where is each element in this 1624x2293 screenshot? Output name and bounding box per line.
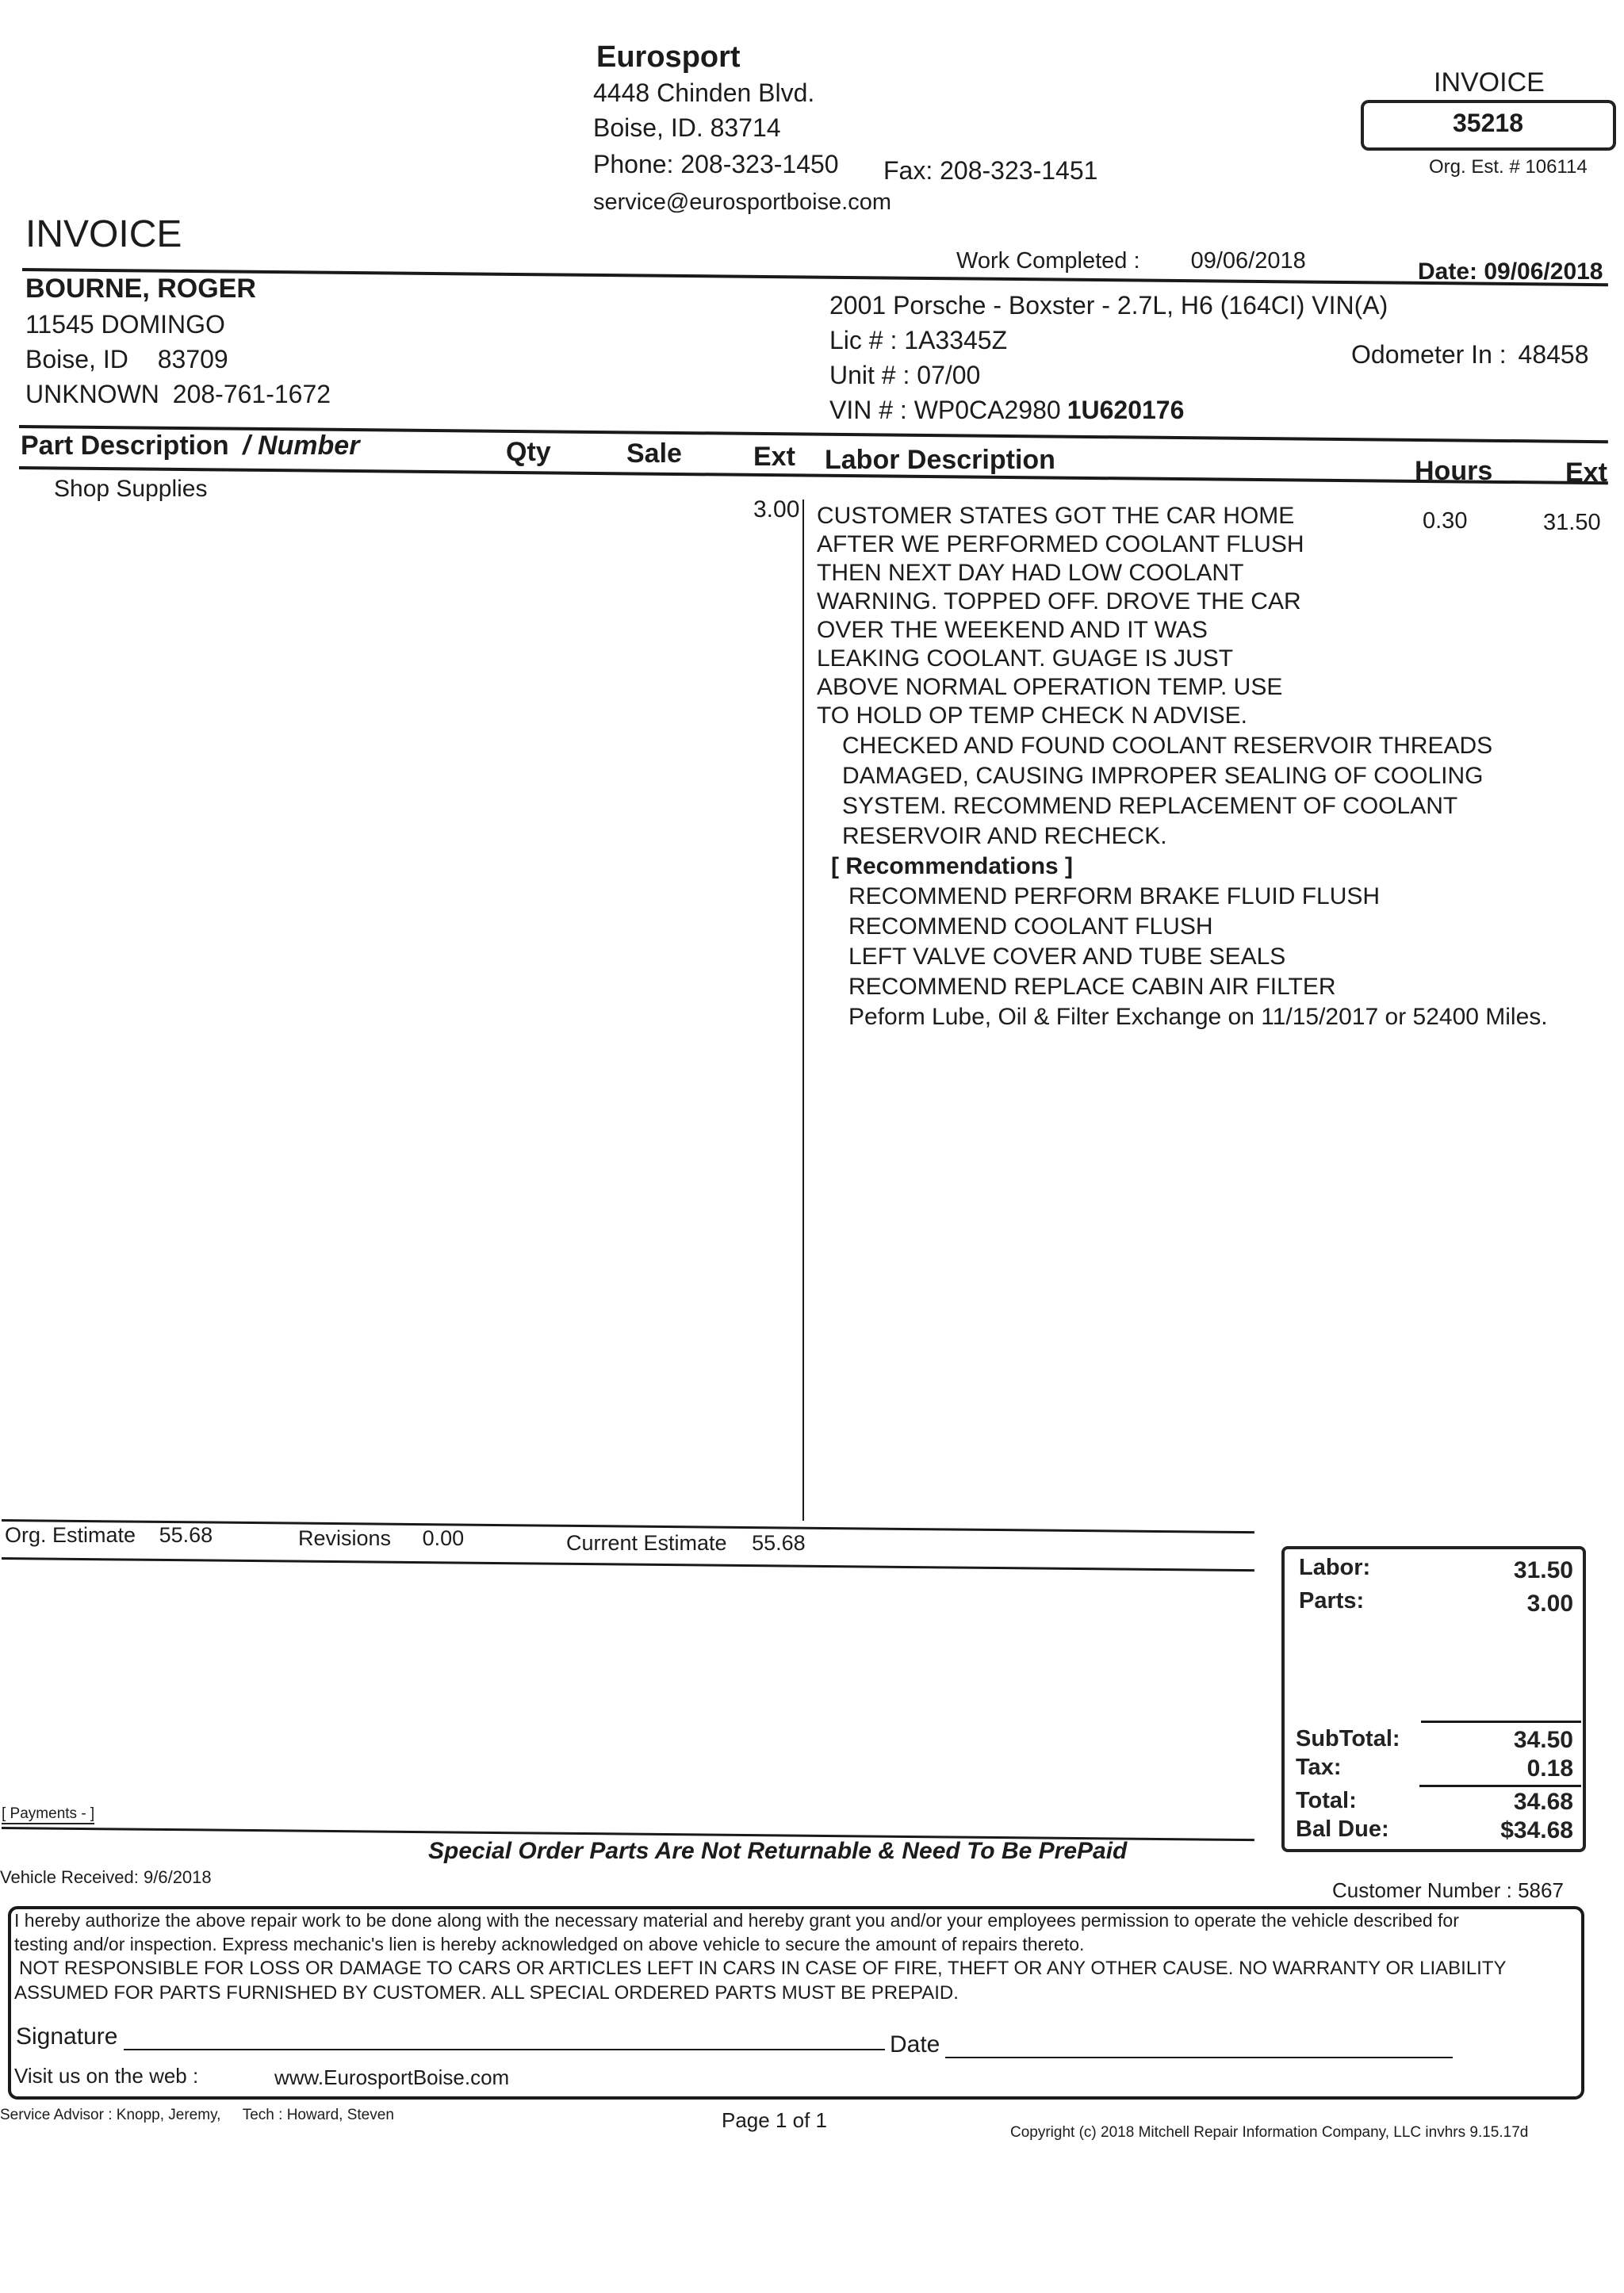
tech-label: Tech :	[242, 2107, 283, 2123]
vehicle-vin	[829, 396, 1184, 424]
current-estimate-value: 55.68	[752, 1531, 806, 1555]
license-number: 1A3345Z	[904, 326, 1008, 354]
vin-suffix: 1U620176	[1067, 396, 1185, 424]
invoice-date: Date: 09/06/2018	[1418, 258, 1603, 285]
web-url[interactable]: www.EurosportBoise.com	[274, 2065, 510, 2089]
signature-line[interactable]	[124, 2049, 885, 2050]
labor-total-label: Labor:	[1299, 1555, 1371, 1580]
parts-total-value: 3.00	[1526, 1591, 1573, 1617]
recommendation-item: RECOMMEND REPLACE CABIN AIR FILTER	[848, 974, 1336, 1000]
balance-due-value: $34.68	[1500, 1817, 1573, 1843]
fax-label: Fax:	[883, 156, 933, 185]
odometer	[1351, 341, 1589, 369]
work-completed	[956, 249, 1306, 274]
labor-description-header: Labor Description	[825, 445, 1055, 475]
total-value: 34.68	[1513, 1789, 1573, 1815]
license-label: Lic # :	[829, 326, 898, 354]
total-rule	[1419, 1785, 1581, 1787]
finding-line: CHECKED AND FOUND COOLANT RESERVOIR THREADS	[842, 733, 1493, 759]
parts-total-label: Parts:	[1299, 1588, 1365, 1614]
finding-line: RESERVOIR AND RECHECK.	[842, 823, 1167, 849]
odometer-label: Odometer In :	[1351, 340, 1507, 369]
signature-label: Signature	[16, 2023, 118, 2050]
hours-header: Hours	[1415, 456, 1493, 486]
invoice-number: 35218	[1453, 109, 1523, 137]
part-description: Shop Supplies	[54, 476, 208, 502]
complaint-line: ABOVE NORMAL OPERATION TEMP. USE	[817, 674, 1283, 700]
table-header-rule	[19, 466, 1608, 484]
authorization-line: testing and/or inspection. Express mechanic's lien is hereby acknowledged on above vehicle to secure the amount of repairs thereto.	[14, 1934, 1085, 1954]
customer-zip: 83709	[157, 345, 228, 373]
tax-label: Tax:	[1296, 1755, 1342, 1780]
phone-label: Phone:	[593, 150, 674, 178]
recommendations-heading: [ Recommendations ]	[831, 853, 1074, 879]
customer-number: Customer Number : 5867	[1332, 1878, 1564, 1902]
tech-name: Howard, Steven	[286, 2107, 394, 2123]
parts-ext-header: Ext	[753, 442, 795, 472]
payments-label: [ Payments - ]	[2, 1806, 94, 1824]
part-ext: 3.00	[753, 496, 800, 523]
unit-label: Unit # :	[829, 361, 910, 389]
service-advisor-label: Service Advisor :	[0, 2107, 113, 2123]
customer-name: BOURNE, ROGER	[25, 274, 256, 304]
shop-name: Eurosport	[596, 40, 741, 74]
invoice-heading: INVOICE	[25, 213, 182, 255]
shop-address: 4448 Chinden Blvd.	[593, 78, 815, 107]
customer-city-line	[25, 346, 228, 373]
shop-phone: 208-323-1450	[680, 150, 839, 178]
part-description-header	[21, 431, 359, 461]
odometer-value: 48458	[1518, 340, 1589, 369]
labor-ext-header: Ext	[1565, 457, 1607, 488]
shop-phone-line	[593, 151, 839, 178]
org-estimate-label: Org. Estimate	[5, 1523, 136, 1547]
complaint-line: AFTER WE PERFORMED COOLANT FLUSH	[817, 531, 1304, 557]
shop-email: service@eurosportboise.com	[593, 189, 891, 215]
subtotal-rule	[1421, 1721, 1581, 1723]
revisions	[298, 1527, 464, 1551]
special-order-notice: Special Order Parts Are Not Returnable & Need To Be PrePaid	[428, 1838, 1128, 1864]
recommendation-item: RECOMMEND PERFORM BRAKE FLUID FLUSH	[848, 883, 1381, 909]
web-label: Visit us on the web :	[14, 2064, 199, 2088]
copyright: Copyright (c) 2018 Mitchell Repair Information Company, LLC invhrs 9.15.17d	[1010, 2124, 1529, 2141]
subtotal-value: 34.50	[1513, 1727, 1573, 1753]
complaint-line: WARNING. TOPPED OFF. DROVE THE CAR	[817, 588, 1301, 614]
page-indicator: Page 1 of 1	[722, 2108, 827, 2132]
complaint-line: THEN NEXT DAY HAD LOW COOLANT	[817, 560, 1244, 586]
shop-city-state-zip: Boise, ID. 83714	[593, 113, 781, 142]
balance-due-label: Bal Due:	[1296, 1816, 1389, 1842]
finding-line: SYSTEM. RECOMMEND REPLACEMENT OF COOLANT	[842, 793, 1458, 819]
customer-city-state: Boise, ID	[25, 345, 128, 373]
current-estimate	[566, 1532, 806, 1556]
authorization-line: I hereby authorize the above repair work to be done along with the necessary material and hereby grant you and/or your employees permission to operate the vehicle described for	[14, 1910, 1459, 1931]
tax-value: 0.18	[1526, 1755, 1573, 1782]
revisions-label: Revisions	[298, 1526, 392, 1550]
unit-number: 07/00	[917, 361, 981, 389]
customer-phone: 208-761-1672	[172, 380, 331, 408]
work-completed-date: 09/06/2018	[1190, 248, 1306, 274]
vehicle-unit	[829, 362, 980, 389]
org-estimate	[5, 1524, 213, 1548]
recommendation-item: LEFT VALVE COVER AND TUBE SEALS	[848, 944, 1286, 970]
org-estimate-value: 55.68	[159, 1523, 213, 1547]
sale-header: Sale	[626, 438, 682, 469]
disclaimer-line: ASSUMED FOR PARTS FURNISHED BY CUSTOMER. ALL SPECIAL ORDERED PARTS MUST BE PREPAID.	[14, 1982, 959, 2004]
vin-label: VIN # :	[829, 396, 907, 424]
service-advisor	[0, 2107, 394, 2124]
complaint-line: TO HOLD OP TEMP CHECK N ADVISE.	[817, 702, 1247, 729]
qty-header: Qty	[506, 437, 551, 467]
column-divider	[802, 500, 804, 1521]
complaint-line: OVER THE WEEKEND AND IT WAS	[817, 617, 1208, 643]
customer-street: 11545 DOMINGO	[25, 310, 225, 339]
labor-ext: 31.50	[1543, 510, 1601, 535]
complaint-line: LEAKING COOLANT. GUAGE IS JUST	[817, 645, 1234, 672]
work-completed-label: Work Completed :	[956, 248, 1140, 274]
recommendation-item: Peform Lube, Oil & Filter Exchange on 11/15/2017 or 52400 Miles.	[848, 1004, 1548, 1030]
customer-phone-line	[25, 381, 331, 408]
part-number-label: / Number	[243, 431, 360, 461]
date-label: Date	[890, 2031, 940, 2058]
vin-prefix: WP0CA2980	[914, 396, 1061, 424]
estimate-bottom-rule	[2, 1557, 1254, 1571]
service-advisor-name: Knopp, Jeremy,	[116, 2107, 221, 2123]
vehicle-received: Vehicle Received: 9/6/2018	[0, 1867, 212, 1887]
finding-line: DAMAGED, CAUSING IMPROPER SEALING OF COOLING	[842, 763, 1484, 789]
labor-hours: 0.30	[1423, 508, 1468, 534]
current-estimate-label: Current Estimate	[566, 1531, 727, 1555]
customer-phone-type: UNKNOWN	[25, 380, 159, 408]
recommendation-item: RECOMMEND COOLANT FLUSH	[848, 913, 1213, 940]
complaint-line: CUSTOMER STATES GOT THE CAR HOME	[817, 503, 1295, 529]
part-description-label: Part Description	[21, 431, 229, 461]
date-line[interactable]	[945, 2057, 1453, 2058]
revisions-value: 0.00	[422, 1526, 465, 1550]
labor-total-value: 31.50	[1513, 1557, 1573, 1583]
org-estimate-number: Org. Est. # 106114	[1429, 156, 1588, 178]
shop-fax: 208-323-1451	[940, 156, 1098, 185]
disclaimer-line: NOT RESPONSIBLE FOR LOSS OR DAMAGE TO CARS OR ARTICLES LEFT IN CARS IN CASE OF FIRE, THEFT OR ANY OTHER CAUSE. NO WARRANTY OR LIABILITY	[19, 1958, 1507, 1979]
vehicle-license	[829, 327, 1007, 354]
vehicle-description: 2001 Porsche - Boxster - 2.7L, H6 (164CI) VIN(A)	[829, 291, 1388, 320]
subtotal-label: SubTotal:	[1296, 1726, 1400, 1751]
header-divider	[22, 268, 1608, 286]
shop-fax-line	[883, 157, 1097, 185]
invoice-title: INVOICE	[1434, 67, 1545, 98]
total-label: Total:	[1296, 1788, 1357, 1813]
